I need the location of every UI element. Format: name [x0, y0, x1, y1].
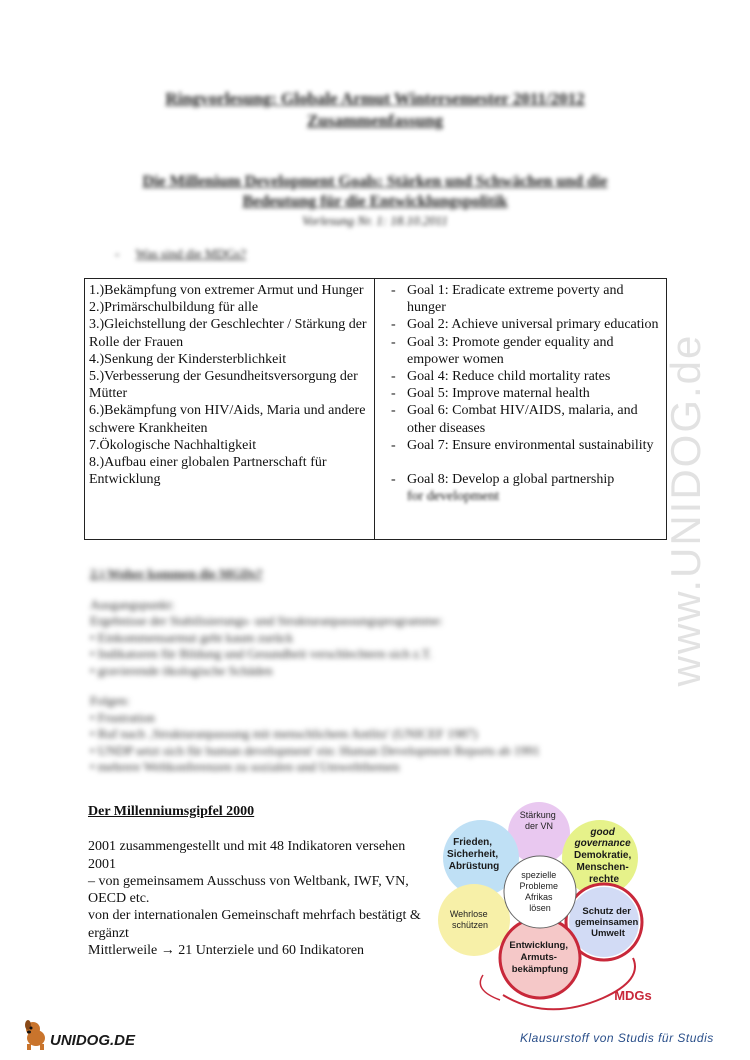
- question-bullet: [115, 246, 246, 262]
- english-goal-text: Goal 6: Combat HIV/AIDS, malaria, and other diseases: [407, 403, 638, 436]
- bullet-dash: -: [115, 246, 136, 261]
- document-header: [0, 88, 750, 132]
- label-left-top: Frieden, Sicherheit, Abrüstung: [447, 837, 500, 872]
- summit-paragraph: Mittlerweile → 21 Unterziele und 60 Indikatoren: [88, 943, 365, 959]
- english-goal-text: Goal 7: Ensure environmental sustainability: [407, 437, 654, 453]
- dash: -: [391, 386, 396, 402]
- english-goal: [381, 282, 660, 316]
- german-goal: 8.)Aufbau einer globalen Partnerschaft für Entwicklung: [89, 455, 327, 488]
- dash: -: [391, 317, 396, 333]
- lecture-title-line2: Bedeutung für die Entwicklungspolitik: [242, 193, 508, 210]
- english-goal: [381, 437, 660, 454]
- result-item: • Ruf nach ‚Strukturanpassung mit menschlichem Antlitz' (UNICEF 1987): [90, 726, 478, 741]
- german-goal: 7.Ökologische Nachhaltigkeit: [89, 437, 257, 453]
- section-origins: [90, 566, 650, 776]
- question-text: Was sind die MDGs?: [135, 246, 247, 261]
- english-goals-column: [375, 279, 666, 539]
- result-item: • UNDP setzt sich für human development' ein: Human Development Reports ab 1991: [90, 742, 540, 758]
- dash: -: [391, 334, 396, 350]
- result-item: • mehrere Weltkonferenzen zu sozialen und Umweltthemen: [90, 759, 400, 774]
- label-top: Stärkung der VN: [519, 810, 556, 831]
- english-goal-text: Goal 3: Promote gender equality and empower women: [407, 334, 614, 367]
- mdg-diagram: [428, 800, 668, 1025]
- english-goal-text: [407, 471, 660, 505]
- german-goals-column: [85, 279, 375, 539]
- unidog-logo: [20, 1016, 170, 1052]
- summit-paragraph: – von gemeinsamem Ausschuss von Weltbank, IWF, VN, OECD etc.: [88, 873, 409, 907]
- footer-tagline: Klausurstoff von Studis für Studis: [520, 1031, 714, 1045]
- english-goal-text: Goal 2: Achieve universal primary education: [407, 317, 659, 333]
- goal-8-cut: for development: [407, 489, 500, 505]
- dash: -: [391, 369, 396, 385]
- english-goal: [381, 368, 660, 385]
- spacer: [381, 454, 660, 471]
- label-bottom: Entwicklung, Armuts- bekämpfung: [509, 940, 569, 975]
- german-goal: 5.)Verbesserung der Gesundheitsversorgung der Mütter: [89, 369, 358, 402]
- summit-heading: Der Millenniumsgipfel 2000: [88, 804, 255, 819]
- lecture-heading: [0, 172, 750, 230]
- section-heading: 2.) Woher kommen die MGDs?: [90, 566, 263, 581]
- english-goal-text: Goal 5: Improve maternal health: [407, 386, 590, 402]
- dash: -: [391, 283, 396, 298]
- lecture-date: Vorlesung Nr. 1: 18.10.2011: [302, 213, 448, 228]
- english-goal: [381, 334, 660, 368]
- summit-paragraph: von der internationalen Gemeinschaft mehrfach bestätigt & ergänzt: [88, 908, 421, 941]
- dash: -: [391, 403, 396, 419]
- section-summit: [88, 803, 428, 959]
- dash: -: [391, 472, 396, 488]
- label-center: spezielle Probleme Afrikas lösen: [519, 870, 559, 913]
- start-label: Ausgangspunkt:: [90, 596, 175, 612]
- watermark: [660, 270, 740, 750]
- watermark-text: www.UNIDOG.de: [662, 333, 709, 687]
- label-right-top: good governance Demokratie, Menschen- rechte: [573, 827, 632, 885]
- mdg-table: [84, 278, 667, 540]
- label-right-bottom: Schutz der gemeinsamen Umwelt: [574, 906, 639, 939]
- document-title: Ringvorlesung: Globale Armut Wintersemester 2011/2012: [165, 89, 585, 108]
- start-item: • Einkommensarmut geht kaum zurück: [90, 629, 294, 645]
- lecture-title-line1: Die Millenium Development Goals: Stärken und Schwächen und die: [142, 173, 608, 190]
- english-goal: [381, 385, 660, 402]
- german-goal: 2.)Primärschulbildung für alle: [89, 300, 259, 316]
- document-subtitle: Zusammenfassung: [306, 111, 444, 130]
- logo-text: UNIDOG.DE: [50, 1032, 136, 1049]
- mdg-label: MDGs: [614, 988, 652, 1003]
- german-goal: 4.)Senkung der Kindersterblichkeit: [89, 351, 287, 367]
- start-item: • gravierende ökologische Schäden: [90, 662, 273, 678]
- german-goal: 6.)Bekämpfung von HIV/Aids, Maria und andere schwere Krankheiten: [89, 403, 366, 436]
- german-goal: 1.)Bekämpfung von extremer Armut und Hunger: [89, 283, 364, 298]
- english-goal: [381, 316, 660, 333]
- dog-icon: [25, 1020, 45, 1050]
- goal-8-main: Goal 8: Develop a global partnership: [407, 472, 615, 488]
- label-left-bottom: Wehrlose schützen: [449, 909, 489, 930]
- english-goal: [381, 471, 660, 505]
- start-text: Ergebnisse der Stabilisierungs- und Strukturanpassungsprogramme:: [90, 613, 443, 628]
- english-goal-text: Goal 1: Eradicate extreme poverty and hunger: [407, 283, 624, 316]
- result-item: • Frustration: [90, 709, 155, 725]
- english-goal: [381, 402, 660, 436]
- start-item: • Indikatoren für Bildung und Gesundheit verschlechtern sich z.T.: [90, 646, 433, 661]
- german-goal: 3.)Gleichstellung der Geschlechter / Stärkung der Rolle der Frauen: [89, 317, 367, 350]
- mdg-swirl-2: [480, 975, 500, 1000]
- summit-paragraph: 2001 zusammengestellt und mit 48 Indikatoren versehen 2001: [88, 839, 406, 872]
- result-label: Folgen:: [90, 693, 130, 708]
- dash: -: [391, 437, 396, 453]
- english-goal-text: Goal 4: Reduce child mortality rates: [407, 369, 611, 385]
